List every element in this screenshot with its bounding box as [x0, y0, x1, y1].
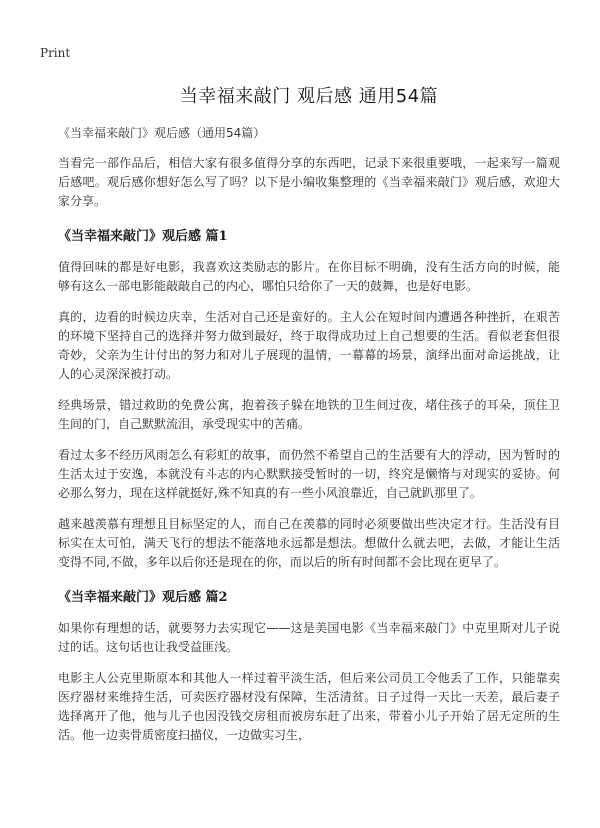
paragraph: 值得回味的都是好电影，我喜欢这类励志的影片。在你目标不明确，没有生活方向的时候，能够有这么一部电影能敲敲自己的内心，哪怕只给你了一天的鼓舞，也是好电影。: [58, 260, 560, 293]
intro-paragraph: 当看完一部作品后，相信大家有很多值得分享的东西吧，记录下来很重要哦，一起来写一篇观后感吧。观后感你想好怎么写了吗？以下是小编收集整理的《当幸福来敲门》观后感，欢迎大家分享。: [58, 156, 560, 208]
section-heading-text: 《当幸福来敲门》观后感 篇: [58, 229, 219, 244]
paragraph: 电影主人公克里斯原本和其他人一样过着平淡生活，但后来公司员工令他丢了工作，只能靠卖医疗器材来维持生活，可卖医疗器材没有保障，生活清贫。日子过得一天比一天差，最后妻子选择离开了他，他与儿子也因没钱交房租而被房东赶了出来，带着小儿子开始了居无定所的生活。他一边卖骨质密度扫描仪，一边做实习生，: [58, 671, 560, 742]
section-number: 1: [218, 229, 228, 244]
subtitle: 《当幸福来敲门》观后感（通用54篇）: [58, 126, 266, 140]
paragraph: 真的，边看的时候边庆幸，生活对自己还是蛮好的。主人公在短时间内遭遇各种挫折，在艰苦的环境下坚持自己的选择并努力做到最好，终于取得成功过上自己想要的生活。看似老套但很奇妙，父亲为生计付出的努力和对儿子展现的温情，一幕幕的场景，演绎出面对命运挑战，让人的心灵深深被打动。: [58, 310, 560, 381]
section-heading-text: 《当幸福来敲门》观后感 篇: [58, 590, 219, 605]
paragraph: 看过太多不经历风雨怎么有彩虹的故事，而仍然不希望自己的生活要有大的浮动，因为暂时的生活太过于安逸，本就没有斗志的内心默默接受暂时的一切，终究是懒惰与对现实的妥协。何必那么努力，现在这样就挺好,殊不知真的有一些小风浪靠近，自己就趴那里了。: [58, 448, 560, 500]
paragraph: 如果你有理想的话，就要努力去实现它——这是美国电影《当幸福来敲门》中克里斯对儿子说过的话。这句话也让我受益匪浅。: [58, 621, 560, 654]
section-heading-2: [58, 588, 560, 607]
page-title: 当幸福来敲门 观后感 通用54篇: [179, 86, 439, 107]
paragraph: 越来越羡慕有理想且目标坚定的人，而自己在羡慕的同时必须要做出些决定才行。生活没有目标实在太可怕，满天飞行的想法不能落地永远都是想法。想做什么就去吧，去做，才能让生活变得不同,不做，多年以后你还是现在的你，而以后的所有时间都不会比现在更早了。: [58, 517, 560, 569]
print-label: Print: [40, 46, 71, 60]
paragraph: 经典场景，错过救助的免费公寓，抱着孩子躲在地铁的卫生间过夜，堵住孩子的耳朵，顶住卫生间的门，自己默默流泪，承受现实中的苦痛。: [58, 398, 560, 431]
section-heading-1: [58, 227, 560, 246]
section-number: 2: [218, 590, 228, 605]
